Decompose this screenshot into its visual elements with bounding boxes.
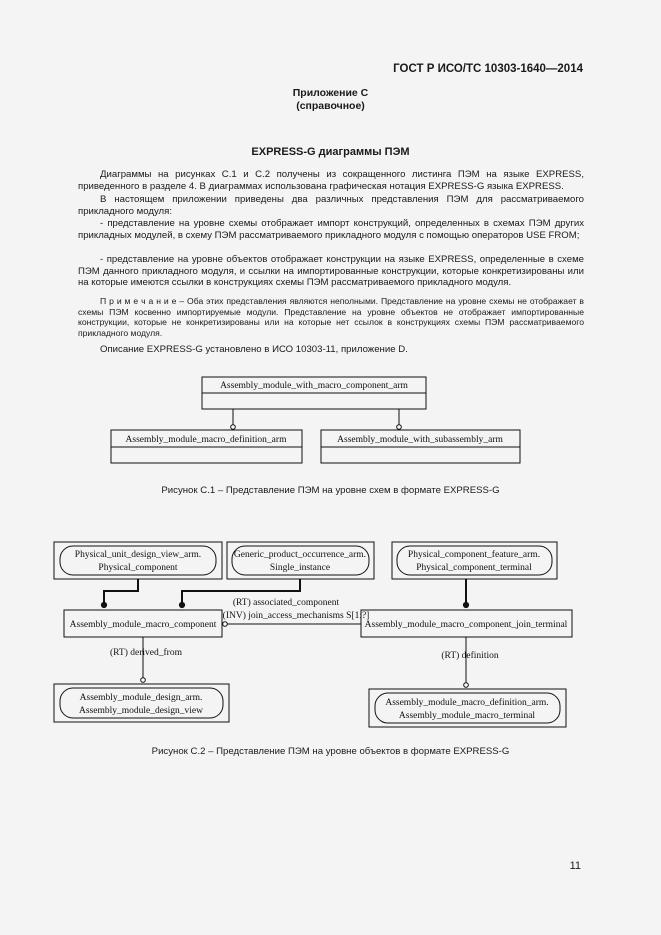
fig2-entity-right-label: Assembly_module_macro_component_join_terminal [364,620,568,630]
fig2-entity-left-label: Assembly_module_macro_component [69,620,217,630]
fig2-attr-join-access: (INV) join_access_mechanisms S[1:?] [222,611,370,621]
fig2-ref1-line2: Physical_component [98,563,178,573]
fig2-ref4-line1: Assembly_module_design_arm. [79,693,203,703]
note-text: – Оба этих представления являются неполными. Представление на уровне схемы не отображает в схемы ПЭМ косвенно импортируемые модули. Представление на уровне объектов не отображает импортированные конструкции, которые не конкретизированы или на которые нет ссылок в конструкциях схемы ПЭМ рассматриваемого прикладного модуля. [78,296,584,338]
paragraph-5: Описание EXPRESS-G установлено в ИСО 10303-11, приложение D. [100,344,408,355]
fig2-ref4-box [54,684,229,722]
fig2-ref1-box [54,542,222,579]
paragraph-2: В настоящем приложении приведены два различных представления ПЭМ для рассматриваемого прикладного модуля: [78,194,584,217]
fig1-top-schema-label: Assembly_module_with_macro_component_arm [220,381,408,391]
fig2-ref2-line1: Generic_product_occurrence_arm. [233,550,367,560]
fig1-left-schema-label: Assembly_module_macro_definition_arm [125,435,287,445]
note-label: П р и м е ч а н и е [100,296,177,306]
figure1-caption: Рисунок С.1 – Представление ПЭМ на уровне схем в формате EXPRESS-G [161,485,500,496]
fig2-ref1-line1: Physical_unit_design_view_arm. [74,550,202,560]
fig2-ref5-box [369,689,566,727]
fig2-attr-derived-from: (RT) derived_from [110,648,182,658]
paragraph-1: Диаграммы на рисунках С.1 и С.2 получены из сокращенного листинга ПЭМ на языке EXPRESS, приведенного в разделе 4. В диаграммах использована графическая нотация EXPRESS-G языка EXPRESS. [78,169,584,192]
fig2-attr-definition: (RT) definition [441,651,499,661]
paragraph-4: - представление на уровне объектов отображает конструкции на языке EXPRESS, определенные в схеме ПЭМ данного прикладного модуля, и ссылки на импортированные конструкции, которые конкретизированы или на которые имеются ссылки в конструкциях схемы ПЭМ рассматриваемого прикладного модуля. [78,254,584,289]
annex-title: Приложение С [292,87,369,99]
page-number: 11 [569,860,581,872]
fig2-ref4-line2: Assembly_module_design_view [78,706,204,716]
annex-subtitle: (справочное) [296,100,365,112]
figure2-caption: Рисунок С.2 – Представление ПЭМ на уровне объектов в формате EXPRESS-G [151,746,510,757]
document-header: ГОСТ Р ИСО/ТС 10303-1640—2014 [393,63,583,75]
fig2-ref3-line1: Physical_component_feature_arm. [407,550,541,560]
paragraph-3: - представление на уровне схемы отображает импорт конструкций, определенных в схемах ПЭМ других прикладных модулей, в схему ПЭМ рассматриваемого прикладного модуля с помощью операторов USE FROM; [78,218,584,241]
fig2-ref5-line2: Assembly_module_macro_terminal [398,711,536,721]
section-title: EXPRESS-G диаграммы ПЭМ [251,146,410,158]
fig2-ref2-box [227,542,374,579]
fig2-ref5-line1: Assembly_module_macro_definition_arm. [385,698,549,708]
fig2-ref2-line2: Single_instance [269,563,331,573]
fig2-attr-associated-component: (RT) associated_component [232,598,340,608]
fig2-ref3-line2: Physical_component_terminal [416,563,532,573]
fig1-right-schema-label: Assembly_module_with_subassembly_arm [337,435,503,445]
fig2-ref3-box [392,542,557,579]
